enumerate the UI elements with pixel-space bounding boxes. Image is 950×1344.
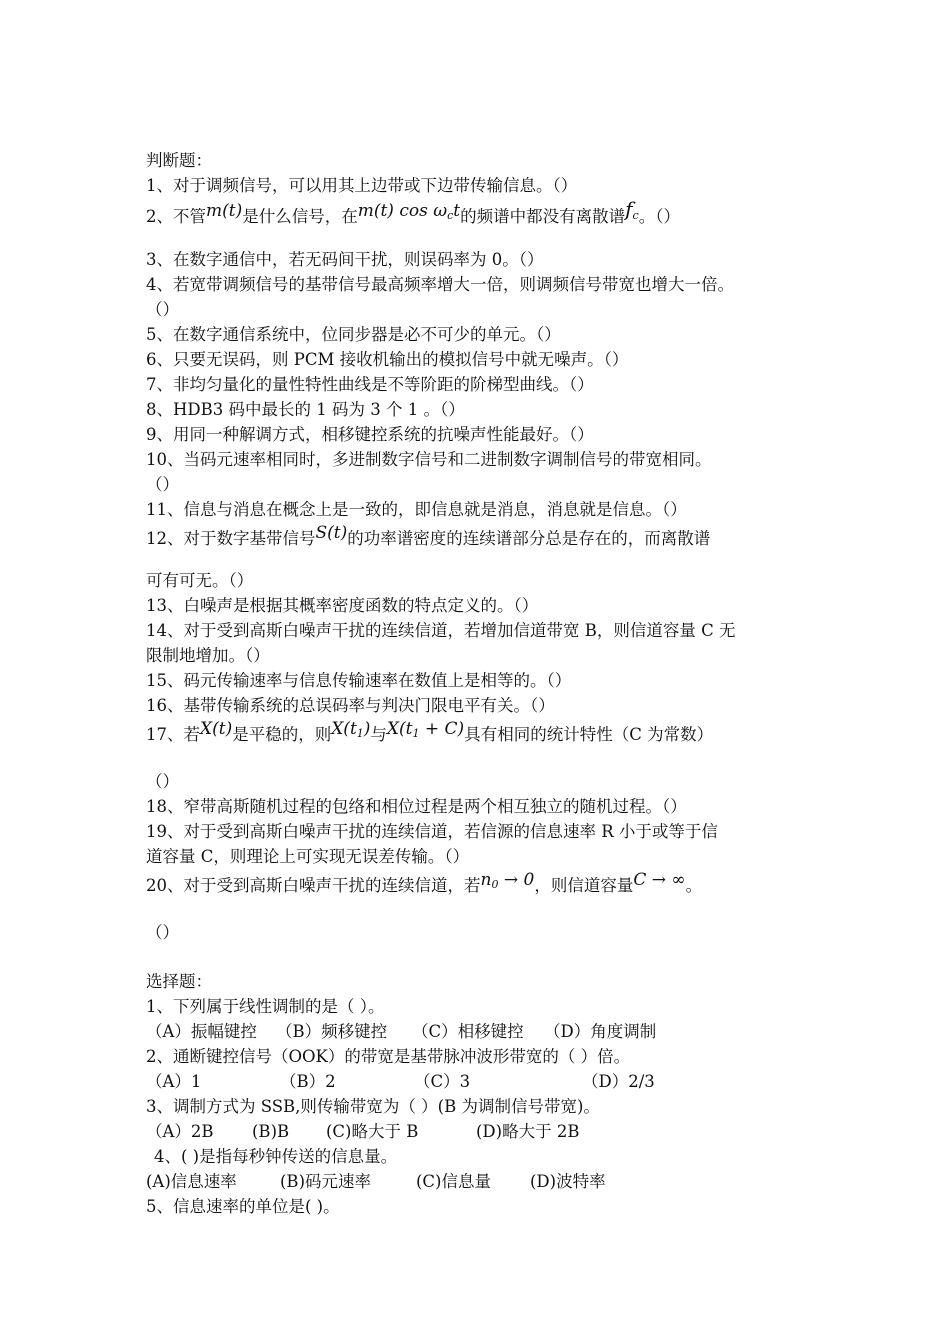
choice-q1-option-d: （D）角度调制	[544, 1022, 657, 1041]
choice-q4-option-b: (B)码元速率	[280, 1172, 371, 1191]
formula-s-t: S(t)	[315, 523, 348, 543]
judge-q14: 14、对于受到高斯白噪声干扰的连续信道，若增加信道带宽 B，则信道容量 C 无	[146, 621, 736, 640]
formula-x-t1-plus-c: $X(t_1 + C)$	[386, 719, 465, 740]
q2-text-a: 2、不管	[146, 207, 206, 226]
judge-q12-cont: 可有可无。（）	[146, 571, 254, 590]
choice-q3-option-c: (C)略大于 B	[326, 1122, 419, 1141]
judge-section-title: 判断题：	[146, 151, 212, 170]
judge-q10-cont: （）	[146, 475, 179, 494]
q12-text-b: 的功率谱密度的连续谱部分总是存在的，而离散谱	[347, 529, 711, 548]
judge-q14-cont: 限制地增加。（）	[146, 646, 270, 665]
choice-q2-option-c: （C）3	[414, 1072, 471, 1091]
choice-section-title: 选择题：	[146, 972, 212, 991]
choice-q1-option-a: （A）振幅键控	[146, 1022, 257, 1041]
judge-q9: 9、用同一种解调方式，相移键控系统的抗噪声性能最好。（）	[146, 425, 594, 444]
judge-q7: 7、非均匀量化的量性特性曲线是不等阶距的阶梯型曲线。（）	[146, 375, 594, 394]
choice-q4-option-d: (D)波特率	[530, 1172, 606, 1191]
choice-q3-options	[146, 1119, 826, 1144]
choice-q3-option-a: （A）2B	[146, 1122, 214, 1141]
choice-q1: 1、下列属于线性调制的是（ ）。	[146, 997, 385, 1016]
judge-q4-cont: （）	[146, 300, 179, 319]
q17-text-c: 与	[370, 725, 387, 744]
judge-q13: 13、白噪声是根据其概率密度函数的特点定义的。（）	[146, 596, 539, 615]
choice-q3-option-d: (D)略大于 2B	[476, 1122, 580, 1141]
q17-text-a: 17、若	[146, 725, 200, 744]
judge-q15: 15、码元传输速率与信息传输速率在数值上是相等的。（）	[146, 671, 572, 690]
choice-q1-option-b: （B）频移键控	[276, 1022, 388, 1041]
q2-text-b: 是什么信号，在	[242, 207, 358, 226]
formula-fc: $f_c$	[625, 197, 639, 222]
judge-q1: 1、对于调频信号，可以用其上边带或下边带传输信息。（）	[146, 176, 578, 195]
judge-q19-cont: 道容量 C，则理论上可实现无误差传输。（）	[146, 847, 470, 866]
q17-text-b: 是平稳的，则	[232, 725, 332, 744]
judge-q2	[146, 198, 826, 239]
judge-q6: 6、只要无误码，则 PCM 接收机输出的模拟信号中就无噪声。（）	[146, 350, 629, 369]
choice-q2-option-b: （B）2	[280, 1072, 336, 1091]
formula-c-to-inf: C → ∞	[633, 870, 686, 890]
judge-q10: 10、当码元速率相同时，多进制数字信号和二进制数字调制信号的带宽相同。	[146, 450, 712, 469]
q20-text-b: ，则信道容量	[534, 876, 634, 895]
choice-q2-options	[146, 1069, 826, 1094]
formula-x-t1: $X(t_1)$	[331, 719, 371, 740]
q20-text-a: 20、对于受到高斯白噪声干扰的连续信道，若	[146, 876, 481, 895]
judge-q18: 18、窄带高斯随机过程的包络和相位过程是两个相互独立的随机过程。（）	[146, 797, 687, 816]
choice-q2-option-d: （D）2/3	[582, 1072, 655, 1091]
choice-q1-option-c: （C）相移键控	[412, 1022, 524, 1041]
formula-m-t: m(t)	[206, 201, 243, 221]
judge-q16: 16、基带传输系统的总误码率与判决门限电平有关。（）	[146, 696, 555, 715]
q20-text-c: 。	[685, 876, 703, 895]
q2-text-c: 的频谱中都没有离散谱	[460, 207, 626, 226]
judge-q12	[146, 522, 826, 556]
judge-q3: 3、在数字通信中，若无码间干扰，则误码率为 0。（）	[146, 250, 544, 269]
choice-q4-options	[146, 1169, 826, 1194]
judge-q11: 11、信息与消息在概念上是一致的，即信息就是消息，消息就是信息。（）	[146, 500, 687, 519]
judge-q5: 5、在数字通信系统中，位同步器是必不可少的单元。（）	[146, 325, 561, 344]
formula-n0-to-0: $n_0 \to 0$	[480, 870, 535, 891]
q12-text-a: 12、对于数字基带信号	[146, 529, 316, 548]
formula-x-t: X(t)	[200, 719, 233, 739]
document-page	[146, 148, 826, 1219]
choice-q1-options	[146, 1019, 826, 1044]
choice-q2: 2、通断键控信号（OOK）的带宽是基带脉冲波形带宽的（ ）倍。	[146, 1047, 631, 1066]
q2-text-d: 。（）	[638, 207, 680, 226]
judge-q17	[146, 718, 826, 757]
formula-m-t-cos: m(t) $\cos \omega_ct$	[357, 201, 461, 222]
q17-text-d: 具有相同的统计特性（C 为常数）	[464, 725, 714, 744]
choice-q4-option-a: (A)信息速率	[146, 1172, 237, 1191]
choice-q2-option-a: （A）1	[146, 1072, 202, 1091]
judge-q19: 19、对于受到高斯白噪声干扰的连续信道，若信源的信息速率 R 小于或等于信	[146, 822, 718, 841]
choice-q3: 3、调制方式为 SSB,则传输带宽为（ ）(B 为调制信号带宽)。	[146, 1097, 600, 1116]
choice-q5: 5、信息速率的单位是( )。	[146, 1197, 340, 1216]
choice-q4-option-c: (C)信息量	[416, 1172, 491, 1191]
judge-q8: 8、HDB3 码中最长的 1 码为 3 个 1 。（）	[146, 400, 465, 419]
judge-q17-cont: （）	[146, 772, 179, 791]
judge-q20	[146, 869, 826, 908]
judge-q4: 4、若宽带调频信号的基带信号最高频率增大一倍，则调频信号带宽也增大一倍。	[146, 275, 734, 294]
choice-q3-option-b: (B)B	[252, 1122, 290, 1141]
choice-q4: 4、( )是指每秒钟传送的信息量。	[154, 1147, 398, 1166]
judge-q20-cont: （）	[146, 923, 179, 942]
